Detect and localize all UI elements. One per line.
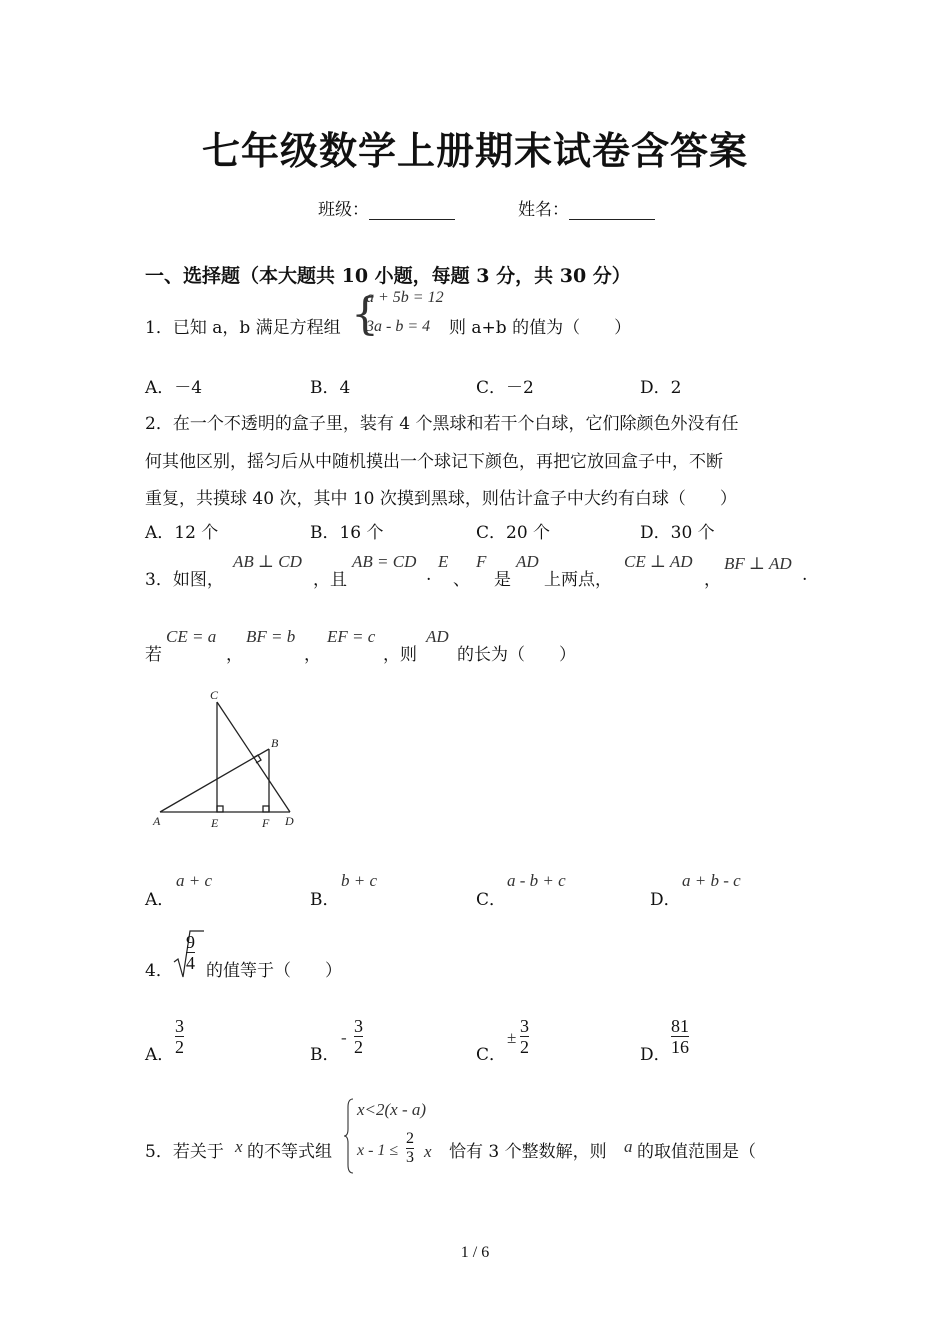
q3-option-a-label: A． — [145, 890, 175, 910]
q4-option-b-num: 3 — [354, 1016, 363, 1036]
q2-option-a: A．12 个 — [145, 523, 219, 543]
q2-option-b: B．16 个 — [310, 523, 384, 543]
q2-line3: 重复，共摸球 40 次，其中 10 次摸到黑球，则估计盒子中大约有白球（ ） — [145, 489, 737, 509]
q4-option-a-den: 2 — [175, 1037, 184, 1057]
q4-fraction — [186, 932, 195, 973]
label-f: F — [262, 816, 270, 830]
q4-denominator: 4 — [186, 953, 195, 973]
q5-mid: 的不等式组 — [247, 1142, 332, 1162]
q2-option-d: D．30 个 — [640, 523, 715, 543]
label-b: B — [271, 736, 279, 750]
q3-option-b-expr: b + c — [341, 871, 378, 890]
q4-option-a-num: 3 — [175, 1016, 184, 1036]
q3-row2-math-4: AD — [426, 627, 449, 646]
q3-text-3: . — [426, 565, 432, 585]
class-blank — [369, 203, 455, 220]
q5-ineq2-num: 2 — [406, 1130, 414, 1147]
q4-option-d-label: D． — [640, 1045, 671, 1065]
q3-option-c-expr: a - b + c — [507, 871, 566, 890]
q4-option-d-num: 81 — [671, 1016, 689, 1036]
q3-option-c-label: C． — [476, 890, 507, 910]
q5-ineq2-left: x - 1 ≤ — [357, 1142, 399, 1159]
q5-ineq2-right: x — [424, 1142, 432, 1161]
q3-text-6: 上两点， — [544, 570, 612, 590]
q5-ineq2-den: 3 — [406, 1149, 414, 1166]
label-d: D — [285, 814, 294, 828]
q3-text-5: 是 — [494, 570, 511, 590]
q3-math-5: AD — [516, 552, 539, 571]
q4-option-c-den: 2 — [520, 1037, 529, 1057]
q3-row2-text-5: 的长为（ ） — [457, 645, 576, 665]
q4-option-c-label: C． — [476, 1045, 507, 1065]
q3-math-4: F — [476, 552, 487, 571]
q3-text-8: . — [802, 565, 808, 585]
q4-option-b-den: 2 — [354, 1037, 363, 1057]
q4-option-b-sign: - — [341, 1028, 347, 1047]
q4-numerator: 9 — [186, 932, 195, 952]
class-field — [318, 195, 455, 220]
q3-row2-text-3: ， — [304, 645, 321, 665]
q3-row2-math-1: CE = a — [166, 627, 217, 646]
label-e: E — [211, 816, 219, 830]
q3-math-6: CE ⊥ AD — [624, 552, 693, 571]
q3-row2-text-2: ， — [226, 645, 243, 665]
line-ab — [160, 749, 269, 812]
q1-brace: { — [351, 289, 379, 340]
q1-option-a: A．－4 — [145, 378, 203, 398]
q3-text-2: ，且 — [313, 570, 347, 590]
q3-math-2: AB = CD — [352, 552, 417, 571]
q3-option-d-label: D． — [650, 890, 681, 910]
q3-option-a-expr: a + c — [176, 871, 213, 890]
label-a: A — [153, 814, 161, 828]
q4-option-a-fraction — [175, 1016, 184, 1057]
q2-line2: 何其他区别，摇匀后从中随机摸出一个球记下颜色，再把它放回盒子中，不断 — [145, 452, 723, 472]
q4-option-c-num: 3 — [520, 1016, 529, 1036]
q3-text-4: 、 — [453, 570, 470, 590]
q3-row2-math-2: BF = b — [246, 627, 296, 646]
q1-eq2: 3a - b = 4 — [366, 318, 431, 335]
q4-suffix: 的值等于（ ） — [206, 961, 342, 981]
section-heading: 一、选择题（本大题共 10 小题，每题 3 分，共 30 分） — [145, 265, 631, 287]
q5-brace — [343, 1097, 355, 1175]
q5-var-x: x — [235, 1137, 243, 1156]
q4-option-c-fraction — [520, 1016, 529, 1057]
q3-row2-math-3: EF = c — [327, 627, 376, 646]
q3-option-b-label: B． — [310, 890, 340, 910]
q5-var-a: a — [624, 1137, 633, 1156]
q4-option-c-sign: ± — [507, 1028, 517, 1047]
q3-text-1: 3．如图， — [145, 570, 224, 590]
name-field — [518, 195, 655, 220]
q3-math-7: BF ⊥ AD — [724, 554, 792, 573]
q1-option-d: D．2 — [640, 378, 682, 398]
q2-line1: 2．在一个不透明的盒子里，装有 4 个黑球和若干个白球，它们除颜色外没有任 — [145, 414, 739, 434]
q3-geometry-figure — [145, 685, 315, 835]
q5-prefix: 5．若关于 — [145, 1142, 224, 1162]
name-blank — [569, 203, 655, 220]
label-c: C — [210, 688, 219, 702]
q3-math-1: AB ⊥ CD — [233, 552, 302, 571]
q1-option-c: C．－2 — [476, 378, 534, 398]
q4-option-b-fraction — [354, 1016, 363, 1057]
q4-option-d-fraction — [671, 1016, 689, 1057]
q5-ineq1: x<2(x - a) — [357, 1100, 427, 1119]
class-label: 班级： — [318, 200, 369, 220]
q5-ineq2-fraction — [406, 1130, 414, 1167]
q4-option-a-label: A． — [145, 1045, 175, 1065]
q1-suffix: 则 a+b 的值为（ ） — [449, 318, 632, 338]
right-angle-f — [263, 806, 269, 812]
page-number: 1 / 6 — [460, 1244, 490, 1261]
q5-end: 的取值范围是（ — [637, 1142, 756, 1162]
q1-prefix: 1．已知 a，b 满足方程组 — [145, 318, 341, 338]
q1-option-b: B．4 — [310, 378, 351, 398]
q1-eq1: a + 5b = 12 — [366, 289, 444, 306]
right-angle-e — [217, 806, 223, 812]
q2-option-c: C．20 个 — [476, 523, 551, 543]
name-label: 姓名： — [518, 200, 569, 220]
q3-row2-text-4: ，则 — [383, 645, 417, 665]
q3-row2-text-1: 若 — [145, 645, 162, 665]
q5-suffix: 恰有 3 个整数解，则 — [449, 1142, 607, 1162]
q4-prefix: 4． — [145, 961, 173, 981]
q4-option-d-den: 16 — [671, 1037, 689, 1057]
page-title: 七年级数学上册期末试卷含答案 — [201, 128, 748, 173]
q3-math-3: E — [438, 552, 449, 571]
q3-text-7: ， — [704, 570, 721, 590]
q3-option-d-expr: a + b - c — [682, 871, 741, 890]
q4-option-b-label: B． — [310, 1045, 340, 1065]
